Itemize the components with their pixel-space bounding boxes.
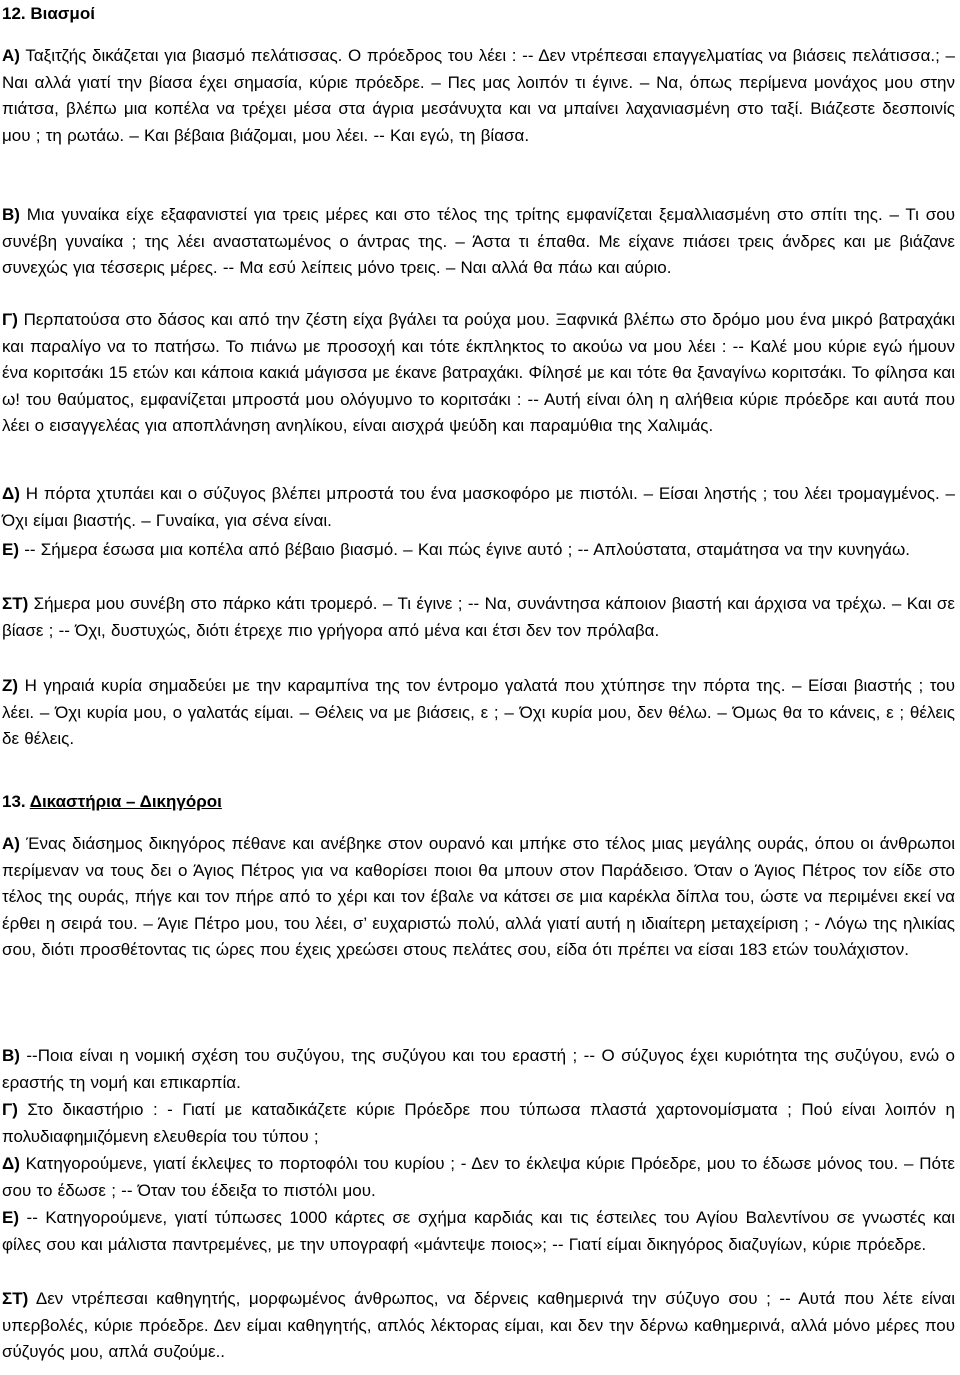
joke-13a (2, 831, 955, 964)
item-label: Α) (2, 834, 20, 853)
joke-12z (2, 673, 955, 753)
joke-12a (2, 43, 955, 149)
joke-12st (2, 591, 955, 644)
joke-13st (2, 1286, 955, 1366)
item-text: Κατηγορούμενε, γιατί έκλεψες το πορτοφόλι του κυρίου ; - Δεν το έκλεψα κύριε Πρόεδρε, μου το έδωσε μόνος του. – Πότε σου το έδωσε ; -- Όταν του έδειξα το πιστόλι μου. (2, 1154, 955, 1200)
item-label: Β) (2, 1046, 20, 1065)
item-label: Δ) (2, 1154, 20, 1173)
item-text: Μια γυναίκα είχε εξαφανιστεί για τρεις μέρες και στο τέλος της τρίτης εμφανίζεται ξεμαλλιασμένη στο σπίτι της. – Τι σου συνέβη γυναίκα ; της λέει αναστατωμένος ο άντρας της. – Άστα τι έπαθα. Με είχανε πιάσει τρεις άνδρες και με βιάζανε συνεχώς για τέσσερις μέρες. -- Μα εσύ λείπεις μόνο τρεις. – Ναι αλλά θα πάω και αύριο. (2, 205, 955, 278)
joke-13b (2, 1043, 955, 1096)
item-label: Β) (2, 205, 20, 224)
item-label: Ζ) (2, 676, 19, 695)
item-label: Α) (2, 46, 20, 65)
item-text: -- Σήμερα έσωσα μια κοπέλα από βέβαιο βιασμό. – Και πώς έγινε αυτό ; -- Απλούστατα, σταμάτησα να την κυνηγάω. (19, 540, 910, 559)
joke-13e (2, 1205, 955, 1258)
item-text: Σήμερα μου συνέβη στο πάρκο κάτι τρομερό. – Τι έγινε ; -- Να, συνάντησα κάποιον βιαστή και άρχισα να τρέχω. – Και σε βίασε ; -- Όχι, δυστυχώς, διότι έτρεχε πιο γρήγορα από μένα και έτσι δεν τον πρόλαβα. (2, 594, 955, 640)
joke-13d (2, 1151, 955, 1204)
item-label: Δ) (2, 484, 20, 503)
item-text: Δεν ντρέπεσαι καθηγητής, μορφωμένος άνθρωπος, να δέρνεις καθημερινά την σύζυγο σου ; -- Αυτά που λέτε είναι υπερβολές, κύριε πρόεδρε. Δεν είμαι καθηγητής, απλός λέκτορας είμαι, και δεν την δέρνω καθημερινά, αλλά μόνο μέρες που σύζυγός μου, απλά συζούμε.. (2, 1289, 955, 1362)
joke-12d (2, 481, 955, 534)
item-label: Ε) (2, 540, 19, 559)
item-text: --Ποια είναι η νομική σχέση του συζύγου, της συζύγου και του εραστή ; -- Ο σύζυγος έχει κυριότητα της συζύγου, ενώ ο εραστής τη νομή και επικαρπία. (2, 1046, 955, 1092)
item-label: Γ) (2, 1100, 18, 1119)
item-text: Η πόρτα χτυπάει και ο σύζυγος βλέπει μπροστά του ένα μασκοφόρο με πιστόλι. – Είσαι ληστής ; του λέει τρομαγμένος. – Όχι είμαι βιαστής. – Γυναίκα, για σένα είναι. (2, 484, 955, 530)
joke-12b (2, 202, 955, 282)
item-text: -- Κατηγορούμενε, γιατί τύπωσες 1000 κάρτες σε σχήμα καρδιάς και τις έστειλες του Αγίου Βαλεντίνου σε γνωστές και φίλες σου και μάλιστα παντρεμένες, με την υπογραφή «μάντεψε ποιος»; -- Γιατί είμαι δικηγόρος διαζυγίων, κύριε πρόεδρε. (2, 1208, 955, 1254)
item-label: ΣΤ) (2, 1289, 29, 1308)
section-13-number: 13. (2, 792, 26, 811)
joke-12c (2, 307, 955, 440)
joke-13c (2, 1097, 955, 1150)
item-label: Ε) (2, 1208, 19, 1227)
item-label: ΣΤ) (2, 594, 29, 613)
item-text: Περπατούσα στο δάσος και από την ζέστη είχα βγάλει τα ρούχα μου. Ξαφνικά βλέπω στο δρόμο μου ένα μικρό βατραχάκι και παραλίγο να το πατήσω. Το πιάνω με προσοχή και τότε έκπληκτος το ακούω να μου λέει : -- Καλέ μου κύριε εγώ ήμουν ένα κοριτσάκι 15 ετών και κάποια κακιά μάγισσα με έκανε βατραχάκι. Φίλησέ με και τότε θα ξαναγίνω κοριτσάκι. Το φίλησα και ω! του θαύματος, εμφανίζεται μπροστά μου ολόγυμνο το κοριτσάκι : -- Αυτή είναι όλη η αλήθεια κύριε πρόεδρε και αυτά που λέει ο εισαγγελέας για αποπλάνηση ανηλίκου, είναι αισχρά ψεύδη και παραμύθια της Χαλιμάς. (2, 310, 955, 436)
section-12-heading (2, 4, 95, 24)
item-text: Ένας διάσημος δικηγόρος πέθανε και ανέβηκε στον ουρανό και μπήκε στο τέλος μιας μεγάλης ουράς, όπου οι άνθρωποι περίμεναν να τους δει ο Άγιος Πέτρος για να καθορίσει ποιοι θα μπουν στον Παράδεισο. Όταν ο Άγιος Πέτρος τον είδε στο τέλος της ουράς, πήγε και τον πήρε από το χέρι και τον έβαλε να κάτσει σε μια καρέκλα δίπλα του, ώστε να περιμένει εκεί να έρθει η σειρά του. – Άγιε Πέτρο μου, του λέει, σ’ ευχαριστώ πολύ, αλλά γιατί αυτή η ιδιαίτερη μεταχείριση ; - Λόγω της ηλικίας σου, διότι προσθέτοντας τις ώρες που έχεις χρεώσει στους πελάτες σου, είδα ότι πρέπει να είσαι 183 ετών τουλάχιστον. (2, 834, 955, 960)
item-text: Στο δικαστήριο : - Γιατί με καταδικάζετε κύριε Πρόεδρε που τύπωσα πλαστά χαρτονομίσματα ; Πού είναι λοιπόν η πολυδιαφημιζόμενη ελευθερία του τύπου ; (2, 1100, 955, 1146)
section-12-title: 12. Βιασμοί (2, 4, 95, 23)
section-13-heading (2, 792, 222, 812)
joke-12e (2, 537, 955, 564)
item-text: Η γηραιά κυρία σημαδεύει με την καραμπίνα της τον έντρομο γαλατά που χτύπησε την πόρτα της. – Είσαι βιαστής ; του λέει. – Όχι κυρία μου, ο γαλατάς είμαι. – Θέλεις να με βιάσεις, ε ; – Όχι κυρία μου, δεν θέλω. – Όμως θα το κάνεις, ε ; θέλεις δε θέλεις. (2, 676, 955, 749)
item-label: Γ) (2, 310, 18, 329)
item-text: Ταξιτζής δικάζεται για βιασμό πελάτισσας. Ο πρόεδρος του λέει : -- Δεν ντρέπεσαι επαγγελματίας να βιάσεις πελάτισσα.; – Ναι αλλά γιατί την βίασα έχει σημασία, κύριε πρόεδρε. – Πες μας λοιπόν τι έγινε. – Να, όπως περίμενα μονάχος μου στην πιάτσα, βλέπω μια κοπέλα να τρέχει μέσα στα άγρια μεσάνυχτα και να μπαίνει λαχανιασμένη στο ταξί. Βιάζεστε δεσποινίς μου ; τη ρωτάω. – Και βέβαια βιάζομαι, μου λέει. -- Και εγώ, τη βίασα. (2, 46, 955, 145)
section-13-title: Δικαστήρια – Δικηγόροι (29, 792, 222, 811)
